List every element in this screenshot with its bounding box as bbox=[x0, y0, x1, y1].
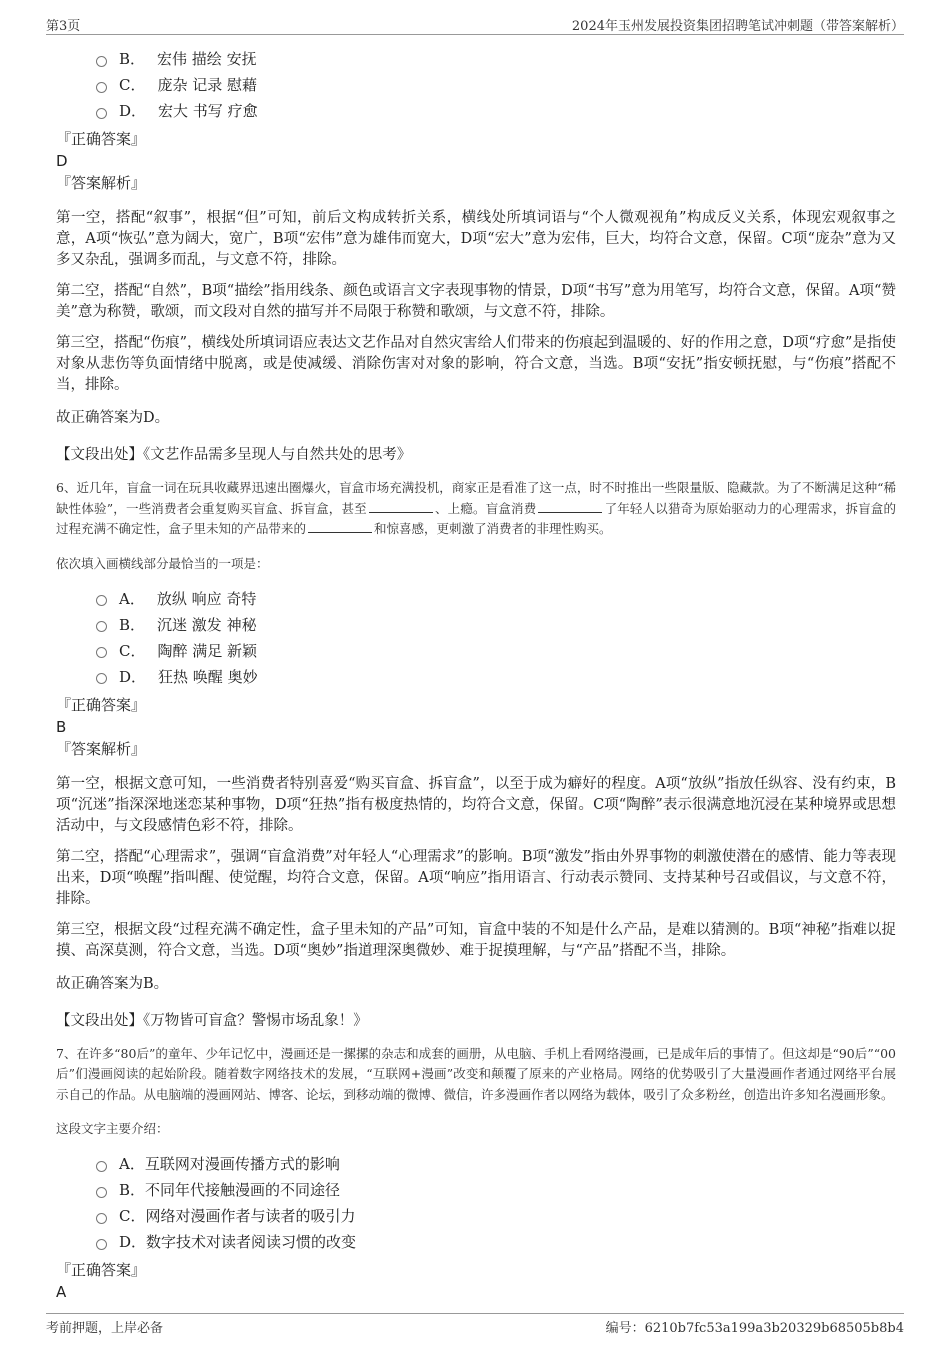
blank-line bbox=[369, 501, 433, 513]
answer-label: 『正确答案』 bbox=[56, 695, 147, 714]
answer-value: D bbox=[56, 152, 68, 170]
answer-label: 『正确答案』 bbox=[56, 130, 147, 148]
q6-options bbox=[56, 586, 896, 690]
analysis-label: 『答案解析』 bbox=[56, 174, 147, 192]
analysis-paragraph: 第一空，根据文意可知，一些消费者特别喜爱“购买盲盒、拆盲盒”，以至于成为癖好的程度。A项“放纵”指放任纵容、没有约束，B项“沉迷”指深深地迷恋某种事物，D项“狂热”指有极度热情的，均符合文意，保留。C项“陶醉”表示很满意地沉浸在某种境界或思想活动中，与文段感情色彩不符，排除。 bbox=[56, 775, 896, 834]
option-b[interactable]: B． 沉迷 激发 神秘 bbox=[96, 612, 896, 638]
q7-options bbox=[56, 1151, 896, 1255]
page-footer bbox=[46, 1313, 904, 1336]
analysis-paragraph: 第三空，根据文段“过程充满不确定性，盒子里未知的产品”可知，盲盒中装的不知是什么产品，是难以猜测的。B项“神秘”指难以捉摸、高深莫测，符合文意，当选。D项“奥妙”指道理深奥微妙、难于捉摸理解，与“产品”搭配不当，排除。 bbox=[56, 921, 896, 959]
page-header bbox=[46, 14, 904, 35]
page-number: 第3页 bbox=[46, 19, 81, 34]
answer-value: A bbox=[56, 1283, 67, 1301]
source-citation: 【文段出处】《文艺作品需多呈现人与自然共处的思考》 bbox=[56, 447, 412, 463]
answer-label: 『正确答案』 bbox=[56, 1261, 147, 1279]
source-citation: 【文段出处】《万物皆可盲盒？警惕市场乱象！》 bbox=[56, 1012, 368, 1029]
option-b[interactable]: B． 不同年代接触漫画的不同途径 bbox=[96, 1177, 896, 1203]
option-a[interactable]: A． 放纵 响应 奇特 bbox=[96, 586, 896, 612]
page-content bbox=[56, 46, 896, 1303]
radio-icon[interactable] bbox=[96, 621, 107, 632]
question-prompt: 这段文字主要介绍： bbox=[56, 1121, 169, 1136]
radio-icon[interactable] bbox=[96, 1161, 107, 1172]
radio-icon[interactable] bbox=[96, 56, 107, 67]
radio-icon[interactable] bbox=[96, 1213, 107, 1224]
radio-icon[interactable] bbox=[96, 1239, 107, 1250]
analysis-conclusion: 故正确答案为D。 bbox=[56, 410, 170, 426]
question-prompt: 依次填入画横线部分最恰当的一项是： bbox=[56, 555, 269, 571]
analysis-paragraph: 第三空，搭配“伤痕”，横线处所填词语应表达文艺作品对自然灾害给人们带来的伤痕起到温暖的、好的作用之意，D项“疗愈”是指使对象从悲伤等负面情绪中脱离，或是使减缓、消除伤害对对象的影响，符合文意，当选。B项“安抚”指安顿抚慰，与“伤痕”搭配不当，排除。 bbox=[56, 335, 896, 393]
footer-slogan: 考前押题，上岸必备 bbox=[46, 1321, 164, 1336]
question-6-text: 6、近几年，盲盒一词在玩具收藏界迅速出圈爆火，盲盒市场充满投机，商家正是看准了这一点，时不时推出一些限量版、隐藏款。为了不断满足这种“稀缺性体验”，一些消费者会重复购买盲盒、拆盲盒，甚至 、上瘾。盲盒消费 了年轻人以猎奇为原始驱动力的心理需求，拆盲盒的过程充满不确定性，盒子里未知的产品带来的 和惊喜感，更刺激了消费者的非理性购买。 bbox=[56, 480, 896, 536]
analysis-paragraph: 第一空，搭配“叙事”，根据“但”可知，前后文构成转折关系，横线处所填词语与“个人微观视角”构成反义关系，体现宏观叙事之意，A项“恢弘”意为阔大，宽广，B项“宏伟”意为雄伟而宽大，D项“宏大”意为宏伟，巨大，均符合文意，保留。C项“庞杂”意为又多又杂乱，强调多而乱，与文意不符，排除。 bbox=[56, 210, 896, 268]
radio-icon[interactable] bbox=[96, 108, 107, 119]
blank-line bbox=[538, 501, 602, 513]
question-7-text: 7、在许多“80后”的童年、少年记忆中，漫画还是一摞摞的杂志和成套的画册，从电脑、手机上看网络漫画，已是成年后的事情了。但这却是“90后”“00后”们漫画阅读的起始阶段。随着数字网络技术的发展，“互联网+漫画”改变和颠覆了原来的产业格局。网络的优势吸引了大量漫画作者通过网络平台展示自己的作品。从电脑端的漫画网站、博客、论坛，到移动端的微博、微信，许多漫画作者以网络为载体，吸引了众多粉丝，创造出许多知名漫画形象。 bbox=[56, 1045, 896, 1102]
radio-icon[interactable] bbox=[96, 595, 107, 606]
q5-options bbox=[56, 46, 896, 124]
radio-icon[interactable] bbox=[96, 647, 107, 658]
document-title: 2024年玉州发展投资集团招聘笔试冲刺题（带答案解析） bbox=[571, 19, 904, 34]
option-a[interactable]: A． 互联网对漫画传播方式的影响 bbox=[96, 1151, 896, 1177]
option-d[interactable]: D． 宏大 书写 疗愈 bbox=[96, 98, 896, 124]
analysis-paragraph: 第二空，搭配“心理需求”，强调“盲盒消费”对年轻人“心理需求”的影响。B项“激发”指由外界事物的刺激使潜在的感情、能力等表现出来，D项“唤醒”指叫醒、使觉醒，均符合文意，保留。A项“响应”指用语言、行动表示赞同、支持某种号召或倡议，与文意不符，排除。 bbox=[56, 848, 896, 907]
radio-icon[interactable] bbox=[96, 82, 107, 93]
analysis-paragraph: 第二空，搭配“自然”，B项“描绘”指用线条、颜色或语言文字表现事物的情景，D项“书写”意为用笔写，均符合文意，保留。A项“赞美”意为称赞，歌颂，而文段对自然的描写并不局限于称赞和歌颂，与文意不符，排除。 bbox=[56, 283, 896, 320]
option-d[interactable]: D． 狂热 唤醒 奥妙 bbox=[96, 664, 896, 690]
option-b[interactable]: B． 宏伟 描绘 安抚 bbox=[96, 46, 896, 72]
option-c[interactable]: C． 庞杂 记录 慰藉 bbox=[96, 72, 896, 98]
option-c[interactable]: C． 陶醉 满足 新颖 bbox=[96, 638, 896, 664]
analysis-conclusion: 故正确答案为B。 bbox=[56, 975, 169, 992]
radio-icon[interactable] bbox=[96, 1187, 107, 1198]
option-d[interactable]: D． 数字技术对读者阅读习惯的改变 bbox=[96, 1229, 896, 1255]
document-id: 编号：6210b7fc53a199a3b20329b68505b8b4 bbox=[605, 1321, 904, 1336]
blank-line bbox=[308, 521, 372, 533]
option-c[interactable]: C． 网络对漫画作者与读者的吸引力 bbox=[96, 1203, 896, 1229]
analysis-label: 『答案解析』 bbox=[56, 739, 147, 758]
answer-value: B bbox=[56, 717, 67, 736]
radio-icon[interactable] bbox=[96, 673, 107, 684]
